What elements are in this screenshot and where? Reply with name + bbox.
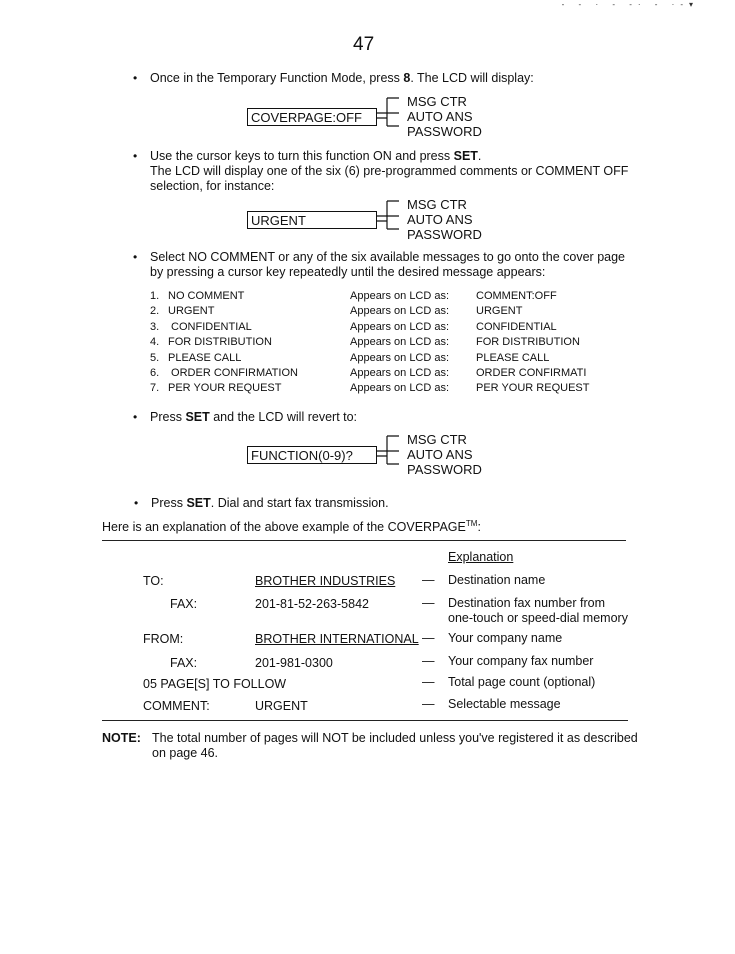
lcd-screen: FUNCTION(0-9)? <box>247 446 377 464</box>
fax2-explanation: Your company fax number <box>448 654 594 668</box>
comment-value: URGENT <box>255 699 308 713</box>
lcd-label-password: PASSWORD <box>407 227 482 242</box>
divider-bottom <box>102 720 628 721</box>
from-value: BROTHER INTERNATIONAL <box>255 632 419 646</box>
message-number: 5. <box>150 351 160 364</box>
dash: — <box>422 697 435 711</box>
message-number: 2. <box>150 305 160 318</box>
lcd-display-2 <box>247 197 487 242</box>
message-lcd-text: PLEASE CALL <box>476 351 550 364</box>
lcd-label-msg-ctr: MSG CTR <box>407 432 467 447</box>
pages-label: 05 PAGE[S] TO FOLLOW <box>143 677 287 691</box>
dash: — <box>422 596 435 610</box>
lcd-screen: URGENT <box>247 211 377 229</box>
comment-explanation: Selectable message <box>448 697 561 711</box>
scan-marks: - - · - -· - ·-▾ <box>561 0 699 9</box>
message-lcd-text: FOR DISTRIBUTION <box>476 336 580 349</box>
bullet-4-text: Press SET and the LCD will revert to: <box>150 410 358 424</box>
message-appears-label: Appears on LCD as: <box>350 351 450 364</box>
dash: — <box>422 675 435 689</box>
note-text: The total number of pages will NOT be included unless you've registered it as described on page 46. <box>152 731 638 760</box>
message-appears-label: Appears on LCD as: <box>350 305 450 318</box>
lcd-connector-lines <box>377 432 407 478</box>
message-appears-label: Appears on LCD as: <box>350 336 450 349</box>
lcd-screen: COVERPAGE:OFF <box>247 108 377 126</box>
message-appears-label: Appears on LCD as: <box>350 320 450 333</box>
lcd-label-msg-ctr: MSG CTR <box>407 197 467 212</box>
lcd-label-auto-ans: AUTO ANS <box>407 447 473 462</box>
message-number: 4. <box>150 336 160 349</box>
fax2-label: FAX: <box>170 656 198 670</box>
message-number: 6. <box>150 367 160 379</box>
message-name: NO COMMENT <box>168 290 245 302</box>
bullet-1-text: Once in the Temporary Function Mode, press 8. The LCD will display: <box>150 71 534 85</box>
message-appears-label: Appears on LCD as: <box>350 367 450 379</box>
bullet-2-text: Use the cursor keys to turn this function ON and press SET. The LCD will display one of the six (6) pre-programmed comments or COMMENT OFF selection, for instance: <box>150 149 629 193</box>
comment-label: COMMENT: <box>143 699 210 713</box>
page-number: 47 <box>353 34 375 55</box>
bullet-dot: • <box>133 410 138 424</box>
message-lcd-text: ORDER CONFIRMATI <box>476 367 587 379</box>
message-lcd-text: URGENT <box>476 305 523 318</box>
bullet-dot: • <box>133 149 138 163</box>
bullet-dot: • <box>134 496 139 510</box>
lcd-label-auto-ans: AUTO ANS <box>407 212 473 227</box>
message-lcd-text: COMMENT:OFF <box>476 290 557 302</box>
fax1-value: 201-81-52-263-5842 <box>255 597 369 611</box>
explanation-header: Explanation <box>448 550 514 564</box>
message-name: ORDER CONFIRMATION <box>168 367 298 379</box>
note-label: NOTE: <box>102 731 141 745</box>
message-name: URGENT <box>168 305 215 318</box>
message-appears-label: Appears on LCD as: <box>350 382 450 395</box>
from-label: FROM: <box>143 632 184 646</box>
message-name: PER YOUR REQUEST <box>168 382 282 395</box>
bullet-dot: • <box>133 250 138 264</box>
lcd-display-3 <box>247 432 487 477</box>
message-name: CONFIDENTIAL <box>168 320 252 333</box>
message-lcd-text: CONFIDENTIAL <box>476 320 557 333</box>
message-name: PLEASE CALL <box>168 351 242 364</box>
message-number: 3. <box>150 320 160 333</box>
dash: — <box>422 573 435 587</box>
explanation-intro: Here is an explanation of the above example of the COVERPAGE™: <box>102 519 481 535</box>
lcd-label-msg-ctr: MSG CTR <box>407 94 467 109</box>
lcd-label-auto-ans: AUTO ANS <box>407 109 473 124</box>
fax1-explanation: Destination fax number from one-touch or speed-dial memory <box>448 596 628 625</box>
lcd-label-password: PASSWORD <box>407 124 482 139</box>
pages-explanation: Total page count (optional) <box>448 675 596 689</box>
bullet-3-text: Select NO COMMENT or any of the six available messages to go onto the cover page by pressing a cursor key repeatedly until the desired message appears: <box>150 250 625 279</box>
lcd-connector-lines <box>377 197 407 243</box>
message-appears-label: Appears on LCD as: <box>350 290 450 302</box>
dash: — <box>422 631 435 645</box>
dash: — <box>422 654 435 668</box>
divider-top <box>102 540 626 541</box>
lcd-connector-lines <box>377 94 407 140</box>
to-explanation: Destination name <box>448 573 546 587</box>
to-label: TO: <box>143 574 164 588</box>
message-name: FOR DISTRIBUTION <box>168 336 272 349</box>
to-value: BROTHER INDUSTRIES <box>255 574 396 588</box>
lcd-label-password: PASSWORD <box>407 462 482 477</box>
message-lcd-text: PER YOUR REQUEST <box>476 382 590 395</box>
bullet-dot: • <box>133 71 138 85</box>
message-number: 7. <box>150 382 160 395</box>
lcd-display-1 <box>247 94 487 139</box>
fax1-label: FAX: <box>170 597 198 611</box>
fax2-value: 201-981-0300 <box>255 656 333 670</box>
from-explanation: Your company name <box>448 631 563 645</box>
message-number: 1. <box>150 290 160 302</box>
bullet-5-text: Press SET. Dial and start fax transmission. <box>151 496 389 510</box>
